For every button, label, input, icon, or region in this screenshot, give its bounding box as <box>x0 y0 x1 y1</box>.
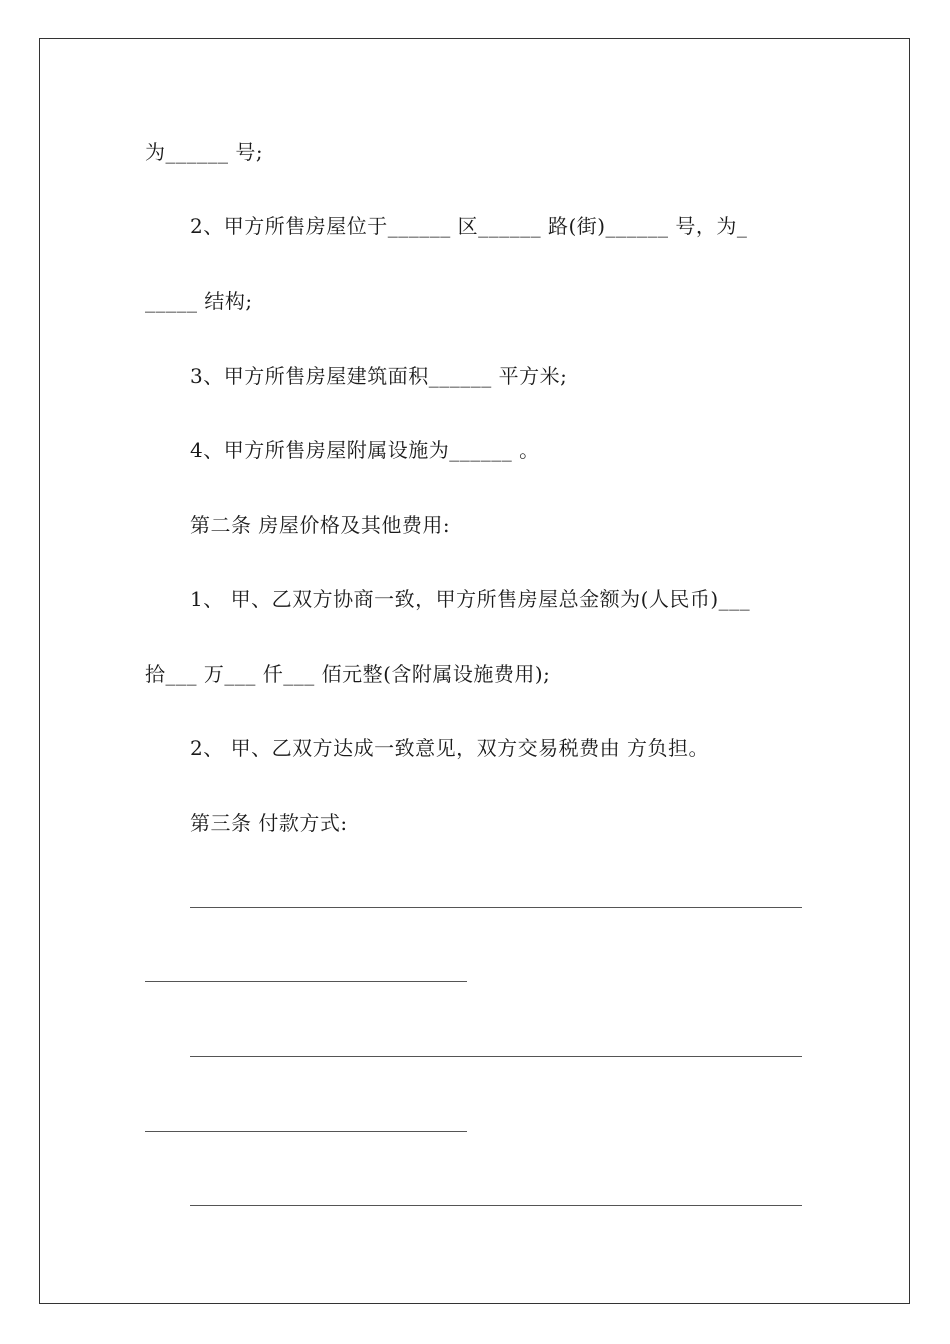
fill-in-line-5 <box>190 1205 802 1206</box>
section-heading-article-2: 第二条 房屋价格及其他费用: <box>190 513 451 537</box>
text-line-4: 3、甲方所售房屋建筑面积______ 平方米; <box>190 364 568 388</box>
text-line-8: 拾___ 万___ 仟___ 佰元整(含附属设施费用); <box>145 662 551 686</box>
text-line-1: 为______ 号; <box>145 140 264 164</box>
fill-in-line-4 <box>145 1131 467 1132</box>
text-line-5: 4、甲方所售房屋附属设施为______ 。 <box>190 438 540 462</box>
section-heading-article-3: 第三条 付款方式: <box>190 811 348 835</box>
fill-in-line-2 <box>145 981 467 982</box>
text-line-9: 2、 甲、乙双方达成一致意见，双方交易税费由 方负担。 <box>190 736 709 760</box>
fill-in-line-3 <box>190 1056 802 1057</box>
text-line-7: 1、 甲、乙双方协商一致，甲方所售房屋总金额为(人民币)___ <box>190 587 751 611</box>
text-line-3: _____ 结构; <box>145 289 253 313</box>
text-line-2: 2、甲方所售房屋位于______ 区______ 路(街)______ 号，为_ <box>190 214 748 238</box>
fill-in-line-1 <box>190 907 802 908</box>
